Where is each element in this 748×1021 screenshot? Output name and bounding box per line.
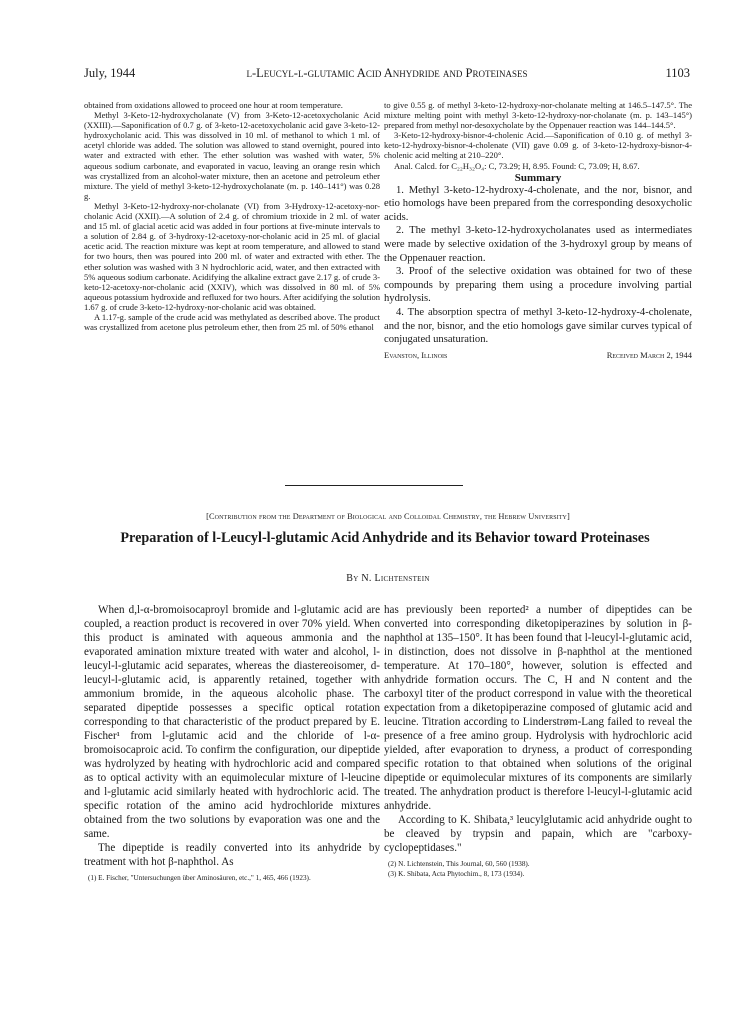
header-date: July, 1944 — [84, 66, 136, 80]
summary-item: 3. Proof of the selective oxidation was obtained for two of these compounds by preparing them using a procedure involving partial hydrolysis. — [384, 266, 692, 305]
summary-item: 2. The methyl 3-keto-12-hydroxycholanates used as intermediates were made by selective oxidation of the 3-hydroxyl group by means of the Oppenauer reaction. — [384, 225, 692, 264]
paragraph: According to K. Shibata,³ leucylglutamic acid anhydride ought to be cleaved by trypsin and papain, which are "carboxy-cyclopeptidases." — [384, 814, 692, 854]
footnote: (3) K. Shibata, Acta Phytochim., 8, 173 (1934). — [388, 869, 525, 878]
footnote: (1) E. Fischer, "Untersuchungen über Aminosäuren, etc.," 1, 465, 466 (1923). — [88, 874, 311, 882]
footer-received: Received March 2, 1944 — [606, 349, 692, 360]
summary-heading: Summary — [514, 171, 562, 184]
summary-list — [384, 184, 692, 347]
article-left-column — [84, 603, 380, 884]
paragraph: When d,l-α-bromoisocaproyl bromide and l-glutamic acid are coupled, a reaction product is recovered in over 70% yield. When this product is aminated with aqueous ammonia and the evaporated amination mixture treated with water and alcohol, l-leucyl-l-glutamic acid separates, whereas the diastereoisomer, d-leucyl-l-glutamic acid, is apparently retained, together with ammonium bromide, in the aqueous alcoholic phase. The separated dipeptide possesses a specific optical rotation corresponding to that characteristic of the product prepared by E. Fischer¹ from l-glutamic acid and the chloride of l-α-bromoisocaproic acid. To confirm the configuration, our dipeptide was hydrolyzed by heating with hydrochloric acid and compared as to optical activity with an equimolecular mixture of l-leucine and l-glutamic acid similarly heated with hydrochloric acid. The specific rotation of the amino acid hydrochloride mixtures obtained from the two solutions by evaporation was one and the same. — [84, 604, 380, 840]
paragraph: has previously been reported² a number of dipeptides can be converted into corresponding diketopiperazines by solution in β-naphthol at 135–150°. It has been found that l-leucyl-l-glutamic acid, in distinction, does not dissolve in β-naphthol at the mentioned temperature. At 170–180°, however, solution is effected and anhydride formation occurs. The C, H and N content and the carboxyl titer of the product correspond in value with the theoretical expectation from a diketopiperazine composed of glutamic acid and leucine. Titration according to Linderstrøm-Lang failed to reveal the presence of a free amino group. Hydrolysis with hydrochloric acid yielded, after evaporation to dryness, a product of corresponding specific rotation to that obtained when solutions of the original dipeptide or equimolecular mixtures of its components are similarly treated. The anhydration product is therefore l-leucyl-l-glutamic acid anhydride. — [384, 604, 692, 812]
paragraph: 3-Keto-12-hydroxy-bisnor-4-cholenic Acid.—Saponification of 0.10 g. of methyl 3-keto-12-hydroxy-bisnor-4-cholenate (VII) gave 0.09 g. of 3-keto-12-hydroxy-bisnor-4-cholenic acid melting at 210–220°. — [384, 130, 692, 161]
section-divider — [285, 485, 463, 486]
footnotes-right — [384, 860, 692, 879]
footnotes-left — [84, 874, 380, 884]
running-header — [84, 66, 690, 82]
paragraph: The dipeptide is readily converted into its anhydride by treatment with hot β-naphthol. As — [84, 842, 380, 868]
footer-location: Evanston, Illinois — [384, 349, 448, 360]
paragraph: to give 0.55 g. of methyl 3-keto-12-hydroxy-nor-cholanate melting at 146.5–147.5°. The mixture melting point with methyl 3-keto-12-hydroxy-nor-cholanate (m. p. 143–145°) prepared from methyl nor-desoxycholate by the Oppenauer reaction was 144–144.5°. — [384, 100, 692, 131]
header-running-title: l-Leucyl-l-glutamic Acid Anhydride and Proteinases — [246, 66, 528, 80]
prev-article-left-column — [84, 100, 380, 332]
article-footer — [384, 350, 692, 360]
summary-item: 4. The absorption spectra of methyl 3-keto-12-hydroxy-4-cholenate, and the nor, bisnor, and the etio homologs gave similar curves typical of conjugated unsaturation. — [384, 307, 692, 346]
prev-article-right-column — [384, 100, 692, 360]
article-right-column — [384, 603, 692, 879]
article-author: By N. Lichtenstein — [346, 573, 430, 584]
paragraph: obtained from oxidations allowed to proceed one hour at room temperature. — [84, 100, 343, 110]
header-page-number: 1103 — [665, 66, 690, 80]
paragraph: A 1.17-g. sample of the crude acid was methylated as described above. The product was crystallized from acetone plus petroleum ether, then from 25 ml. of 50% ethanol — [84, 311, 380, 333]
footnote: (2) N. Lichtenstein, This Journal, 60, 560 (1938). — [388, 860, 530, 868]
paragraph: Methyl 3-Keto-12-hydroxycholanate (V) from 3-Keto-12-acetoxycholanic Acid (XXIII).—Saponification of 0.7 g. of 3-keto-12-acetoxycholanic acid gave 3-keto-12-hydroxycholanic acid. This was dissolved in 10 ml. of methanol to which 1 ml. of acetyl chloride was added. The solution was allowed to stand overnight, poured into water and extracted with ether. The ether solution was washed with water, 5% aqueous sodium carbonate, and evaporated in vacuo, leaving an orange resin which was crystallized from an alcohol-water mixture, then an acetone and petroleum ether mixture. The yield of methyl 3-keto-12-hydroxycholanate (m. p. 140–141°) was 0.28 g. — [84, 110, 380, 201]
summary-item: 1. Methyl 3-keto-12-hydroxy-4-cholenate, and the nor, bisnor, and etio homologs have been prepared from the corresponding desoxycholic acids. — [384, 184, 692, 223]
paragraph: Anal. Calcd. for C₂₂H₃₂O₄: C, 73.29; H, 8.95. Found: C, 73.09; H, 8.67. — [394, 160, 640, 171]
paragraph: Methyl 3-Keto-12-hydroxy-nor-cholanate (VI) from 3-Hydroxy-12-acetoxy-nor-cholanic Acid (XXII).—A solution of 2.4 g. of chromium trioxide in 2 ml. of water and 15 ml. of glacial acetic acid was added in four portions at five-minute intervals to a solution of 2.84 g. of 3-hydroxy-12-acetoxy-nor-cholanic acid in 25 ml. of glacial acetic acid. The reaction mixture was kept at room temperature, and allowed to stand for two hours, then was poured into 200 ml. of water and extracted with ether. The ether solution was washed with 3 N hydrochloric acid, water, and then extracted with 5% aqueous sodium carbonate. Acidifying the alkaline extract gave 2.17 g. of crude 3-keto-12-acetoxy-nor-cholanic acid (XXIV), which was dissolved in 80 ml. of 5% aqueous potassium hydroxide and refluxed for two hours. After acidifying the solution 1.67 g. of crude 3-keto-12-hydroxy-nor-cholanic acid was obtained. — [84, 200, 380, 312]
contribution-line: [Contribution from the Department of Biological and Colloidal Chemistry, the Hebrew University] — [206, 512, 570, 521]
article-title: Preparation of l-Leucyl-l-glutamic Acid Anhydride and its Behavior toward Proteinases — [120, 530, 650, 546]
